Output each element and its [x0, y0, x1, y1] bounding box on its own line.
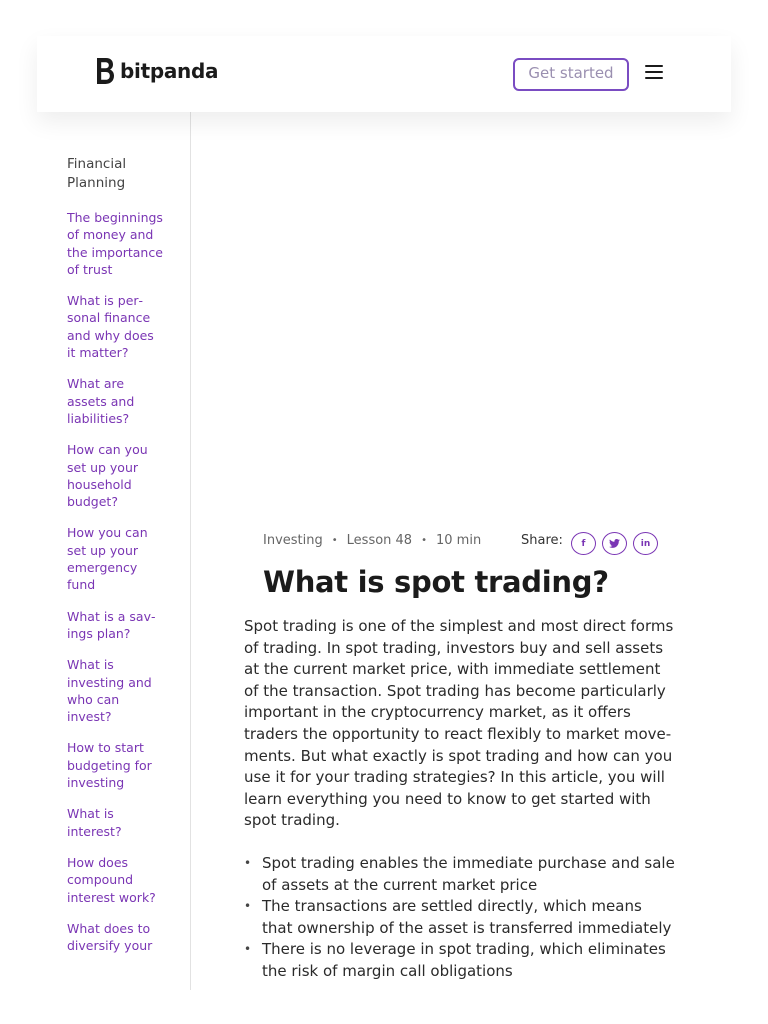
sidebar-item-personal-finance[interactable]: What is personal finance and why does it matter? — [67, 293, 154, 361]
sidebar-item-interest[interactable]: What is interest? — [67, 806, 122, 839]
site-header — [37, 36, 731, 112]
list-item: • There is no leverage in spot trading, which eliminates the risk of margin call obligations — [244, 939, 676, 982]
sidebar — [37, 112, 191, 990]
twitter-bird-icon — [609, 539, 620, 548]
bitpanda-logo[interactable] — [94, 57, 218, 85]
get-started-button[interactable]: Get started — [513, 58, 629, 91]
sidebar-title: Financial Planning — [67, 156, 127, 191]
article-duration: 10 min — [436, 533, 482, 548]
list-item: • Spot trading enables the immediate purchase and sale of assets at the current market price — [244, 853, 676, 896]
article-meta — [263, 533, 481, 548]
facebook-icon[interactable]: f — [571, 532, 596, 555]
sidebar-item-assets-liabilities[interactable]: What are assets and liabilities? — [67, 376, 135, 426]
sidebar-item-investing[interactable]: What is investing and who can invest? — [67, 657, 152, 725]
meta-separator: • — [331, 535, 338, 546]
meta-separator: • — [421, 535, 427, 546]
logo-text: bitpanda — [120, 59, 219, 83]
share-label: Share: — [521, 533, 563, 548]
article-lesson: Lesson 48 — [346, 533, 413, 548]
article-key-points — [244, 853, 676, 983]
article-title: What is spot trading? — [263, 565, 609, 599]
article-intro: Spot trading is one of the simplest and most direct forms of trading. In spot trading, investors buy and sell assets at the current market price, with immediate settlement of the transaction. Spot trading has become particularly important in the cryptocurrency market, as it offers traders the opportunity to react flexibly to market movements. But what exactly is spot trading and how can you use it for your trading strategies? In this article, you will learn everything you need to know to get started with spot trading. — [244, 617, 674, 830]
sidebar-item-household-budget[interactable]: How can you set up your household budget? — [67, 442, 148, 510]
sidebar-item-savings-plan[interactable]: What is a savings plan? — [67, 608, 156, 641]
sidebar-item-diversify[interactable]: What does to diversify your — [67, 920, 153, 954]
sidebar-list — [67, 209, 163, 968]
share-icons — [571, 532, 664, 555]
list-item: • The transactions are settled directly, which means that ownership of the asset is transferred immediately — [244, 896, 676, 939]
sidebar-item-budgeting-for-investing[interactable]: How to start budgeting for investing — [67, 740, 152, 791]
twitter-icon[interactable] — [602, 532, 627, 555]
article-category[interactable]: Investing — [263, 533, 323, 548]
hamburger-menu-icon[interactable] — [645, 65, 663, 81]
sidebar-item-compound-interest[interactable]: How does compound interest work? — [67, 854, 156, 905]
linkedin-icon[interactable]: in — [633, 532, 658, 555]
sidebar-item-emergency-fund[interactable]: How you can set up your emergency fund — [67, 525, 148, 593]
bitpanda-logo-icon — [94, 57, 115, 85]
sidebar-item-beginnings-of-money[interactable]: The beginnings of money and the importance of trust — [67, 210, 163, 277]
